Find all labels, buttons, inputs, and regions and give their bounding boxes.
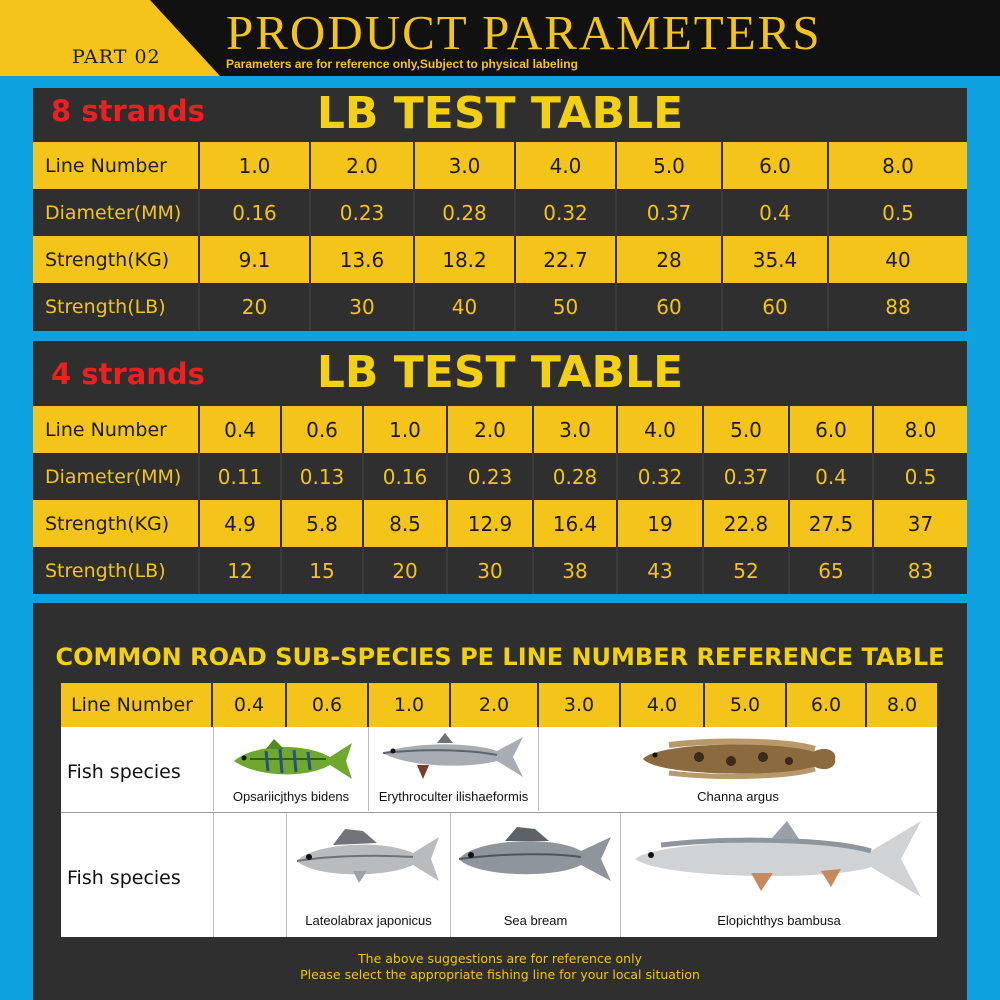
table-cell: 12 (200, 547, 282, 594)
footnote-line-1: The above suggestions are for reference only (358, 951, 642, 966)
table-cell: 8.0 (829, 142, 967, 189)
empty-cell (213, 813, 287, 937)
fish-cell-opsariichthys (213, 727, 369, 811)
fish-cell-lateolabrax (287, 813, 451, 937)
fish-elopichthys-image (631, 815, 927, 901)
table-cell: 30 (448, 547, 534, 594)
fish-channa-image (639, 731, 839, 787)
table-cell: 35.4 (723, 236, 829, 283)
table-cell: 1.0 (364, 406, 448, 453)
table-cell: 5.0 (704, 406, 790, 453)
table-cell: 30 (311, 283, 415, 330)
table-cell: 27.5 (790, 500, 874, 547)
reference-body (61, 727, 937, 937)
table-cell: 0.37 (704, 453, 790, 500)
header-label: Line Number (61, 683, 213, 727)
line-number-cell: 0.4 (213, 683, 287, 727)
table-cell: 4.0 (618, 406, 704, 453)
table-cell: 38 (534, 547, 618, 594)
fish-caption: Elopichthys bambusa (717, 913, 841, 928)
table-cell: 0.4 (723, 189, 829, 236)
table-cell: 1.0 (200, 142, 311, 189)
row-label: Strength(LB) (33, 283, 200, 330)
table-cell: 0.28 (415, 189, 516, 236)
table-cell: 88 (829, 283, 967, 330)
table-cell: 0.32 (618, 453, 704, 500)
table-cell: 40 (829, 236, 967, 283)
table-cell: 19 (618, 500, 704, 547)
line-number-cell: 4.0 (621, 683, 705, 727)
table-cell: 5.8 (282, 500, 364, 547)
table-row (33, 236, 967, 283)
table-cell: 0.23 (448, 453, 534, 500)
table-cell: 0.11 (200, 453, 282, 500)
line-number-cell: 0.6 (287, 683, 369, 727)
fish-erythroculter-image (377, 731, 527, 785)
table-cell: 28 (617, 236, 723, 283)
table-cell: 83 (874, 547, 967, 594)
table-row (33, 142, 967, 189)
table-cell: 0.32 (516, 189, 617, 236)
table-cell: 37 (874, 500, 967, 547)
table-cell: 20 (200, 283, 311, 330)
line-number-cell: 1.0 (369, 683, 451, 727)
table-cell: 0.16 (200, 189, 311, 236)
table-cell: 0.4 (200, 406, 282, 453)
line-number-cell: 3.0 (539, 683, 621, 727)
table-cell: 18.2 (415, 236, 516, 283)
table-cell: 52 (704, 547, 790, 594)
reference-table-panel (33, 603, 967, 1000)
row-label: Strength(KG) (33, 236, 200, 283)
table-row (33, 453, 967, 500)
fish-cell-elopichthys (621, 813, 937, 937)
table-cell: 43 (618, 547, 704, 594)
table-cell: 0.16 (364, 453, 448, 500)
row-label: Strength(LB) (33, 547, 200, 594)
table-cell: 16.4 (534, 500, 618, 547)
fish-species-label: Fish species (67, 867, 181, 889)
table-row (33, 406, 967, 453)
table-cell: 0.5 (829, 189, 967, 236)
table-cell: 8.0 (874, 406, 967, 453)
table-row (33, 500, 967, 547)
table-cell: 2.0 (311, 142, 415, 189)
row-label: Line Number (33, 142, 200, 189)
strands-label: 8 strands (51, 94, 205, 128)
table-cell: 5.0 (617, 142, 723, 189)
table-cell: 22.8 (704, 500, 790, 547)
lb-test-table-title: LB TEST TABLE (316, 347, 684, 398)
table-cell: 50 (516, 283, 617, 330)
row-label: Diameter(MM) (33, 189, 200, 236)
footnote-line-2: Please select the appropriate fishing line for your local situation (300, 967, 700, 982)
table-4-strands-panel (33, 341, 967, 591)
fish-cell-sea-bream (451, 813, 621, 937)
fish-opsariichthys-image (226, 737, 356, 783)
fish-caption: Erythroculter ilishaeformis (378, 789, 529, 804)
fish-caption: Opsariicjthys bidens (232, 789, 350, 804)
table-cell: 0.13 (282, 453, 364, 500)
fish-lateolabrax-image (293, 825, 443, 889)
reference-header-row (61, 683, 937, 727)
table-row (33, 189, 967, 236)
table-cell: 4.0 (516, 142, 617, 189)
table-cell: 0.23 (311, 189, 415, 236)
table-cell: 6.0 (790, 406, 874, 453)
row-label: Line Number (33, 406, 200, 453)
fish-cell-channa (539, 727, 937, 811)
reference-table-title: COMMON ROAD SUB-SPECIES PE LINE NUMBER REFERENCE TABLE (55, 643, 945, 671)
table-cell: 0.6 (282, 406, 364, 453)
fish-caption: Lateolabrax japonicus (305, 913, 432, 928)
table-row (33, 283, 967, 330)
line-number-cell: 8.0 (867, 683, 937, 727)
row-label: Strength(KG) (33, 500, 200, 547)
table-cell: 0.28 (534, 453, 618, 500)
table-cell: 8.5 (364, 500, 448, 547)
table-cell: 60 (723, 283, 829, 330)
table-cell: 12.9 (448, 500, 534, 547)
table-cell: 22.7 (516, 236, 617, 283)
fish-species-label: Fish species (67, 761, 181, 783)
table-cell: 6.0 (723, 142, 829, 189)
fish-cell-erythroculter (369, 727, 539, 811)
part-label: PART 02 (72, 46, 161, 68)
table-cell: 65 (790, 547, 874, 594)
table-cell: 0.4 (790, 453, 874, 500)
line-number-cell: 2.0 (451, 683, 539, 727)
strands-label: 4 strands (51, 357, 205, 391)
fish-caption: Channa argus (697, 789, 779, 804)
table-row (33, 547, 967, 594)
fish-caption: Sea bream (503, 913, 568, 928)
table-cell: 60 (617, 283, 723, 330)
row-label: Diameter(MM) (33, 453, 200, 500)
table-cell: 0.37 (617, 189, 723, 236)
table-cell: 13.6 (311, 236, 415, 283)
table-cell: 3.0 (534, 406, 618, 453)
page-title: PRODUCT PARAMETERS (226, 5, 822, 60)
table-cell: 20 (364, 547, 448, 594)
table-cell: 15 (282, 547, 364, 594)
line-number-cell: 5.0 (705, 683, 787, 727)
table-cell: 4.9 (200, 500, 282, 547)
table-8-strands-panel (33, 88, 967, 331)
lb-test-table-title: LB TEST TABLE (316, 88, 684, 139)
header-bar (0, 0, 1000, 76)
table-cell: 0.5 (874, 453, 967, 500)
table-cell: 3.0 (415, 142, 516, 189)
table-cell: 2.0 (448, 406, 534, 453)
fish-sea-bream-image (455, 823, 615, 889)
page-subtitle: Parameters are for reference only,Subject to physical labeling (226, 57, 578, 71)
table-cell: 40 (415, 283, 516, 330)
table-cell: 9.1 (200, 236, 311, 283)
line-number-cell: 6.0 (787, 683, 867, 727)
